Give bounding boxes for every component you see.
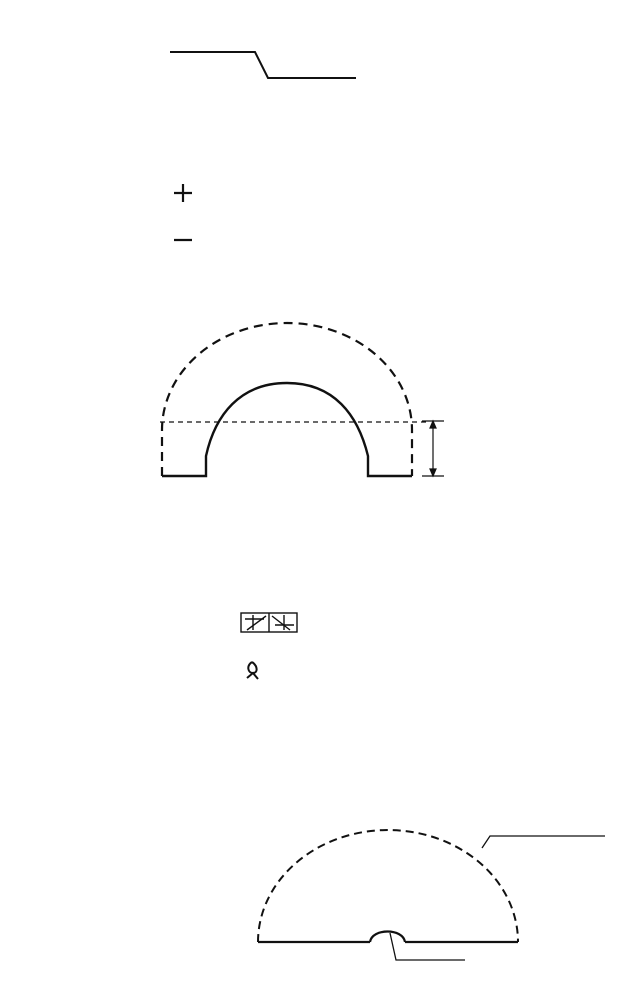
outer-dashed-arc <box>162 323 412 476</box>
scheme3-chart <box>0 552 621 982</box>
increase-icon <box>247 662 258 679</box>
plus-icon <box>174 184 192 202</box>
cable-icon <box>241 613 297 632</box>
scheme1-border-line <box>170 52 356 78</box>
scheme1-chart <box>0 0 621 260</box>
height-dimension <box>422 421 444 476</box>
attach-leader <box>482 836 605 848</box>
scheme2-diagram <box>0 280 621 530</box>
assembly-diagram <box>258 830 605 960</box>
inner-solid-arc <box>162 383 412 476</box>
assembly-dashed-arc <box>258 830 518 942</box>
